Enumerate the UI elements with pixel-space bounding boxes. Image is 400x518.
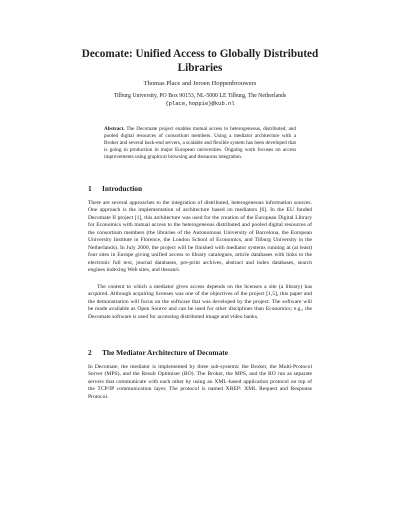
- affiliation: Tilburg University, PO Box 90153, NL-5000 LE Tilburg, The Netherlands: [113, 93, 287, 99]
- paper-title: Decomate: Unified Access to Globally Distributed Libraries: [81, 48, 319, 74]
- section-number: 2: [88, 348, 92, 357]
- section-title: Introduction: [102, 184, 143, 193]
- section-heading-introduction: [88, 184, 142, 193]
- author-email: {place,hoppie}@kub.nl: [165, 100, 235, 108]
- paragraph: The content to which a mediator gives access depends on the licenses a site (a library) has acquired. Although acquiring licenses was one of the objectives of the project [1,5], this paper and the demonstration will focus on the software that was developed by the project. The software will be made available as Open Source and can be used for other disciplines than Economics; e.g., the Decomate software is used for accessing distributed image and video banks.: [88, 284, 312, 320]
- abstract-label: Abstract.: [104, 126, 125, 132]
- abstract: [104, 126, 296, 161]
- section-title: The Mediator Architecture of Decomate: [102, 348, 229, 357]
- section-number: 1: [88, 184, 92, 193]
- abstract-text: The Decomate project enables mutual access to heterogeneous, distributed, and pooled digital resources of consortium members. Using a mediator architecture with a Broker and several back-end servers, a scalable and flexible system has been developed that is going in production in major European universities. Ongoing work focuses on access improvements using graphical browsing and thesaurus integration.: [104, 126, 296, 160]
- paragraph: There are several approaches to the integration of distributed, heterogeneous information sources. One approach is the implementation of architecture based on mediators [6]. In the EU funded Decomate II project [1], this architecture was used for the creation of the European Digital Library for Economics with mutual access to the heterogeneous distributed and pooled digital resources of the consortium members (the libraries of the Autonomous University of Barcelona, the European University Institute in Florence, the London School of Economics, and Tilburg University in the Netherlands). In July 2000, the project will be finished with mediator systems running at (at least) four sites in Europe giving unified access to library catalogues, article databases with links to the electronic full text, journal databases, pre-print archives, abstract and index databases, search engines indexing Web sites, and thesauri.: [88, 200, 312, 274]
- paragraph: In Decomate, the mediator is implemented by three sub-systems: the Broker, the Multi-Protocol Server (MPS), and the Result Optimiser (RO). The Broker, the MPS, and the RO run as separate servers that communicate with each other by using an XML-based application protocol on top of the TCP/IP communication layer. The protocol is named XREP: XML Request and Response Protocol.: [88, 364, 312, 400]
- paper-authors: Thomas Place and Jeroen Hoppenbrouwers: [143, 80, 257, 87]
- section-heading-mediator-architecture: [88, 348, 228, 357]
- affiliation-block: [60, 93, 340, 107]
